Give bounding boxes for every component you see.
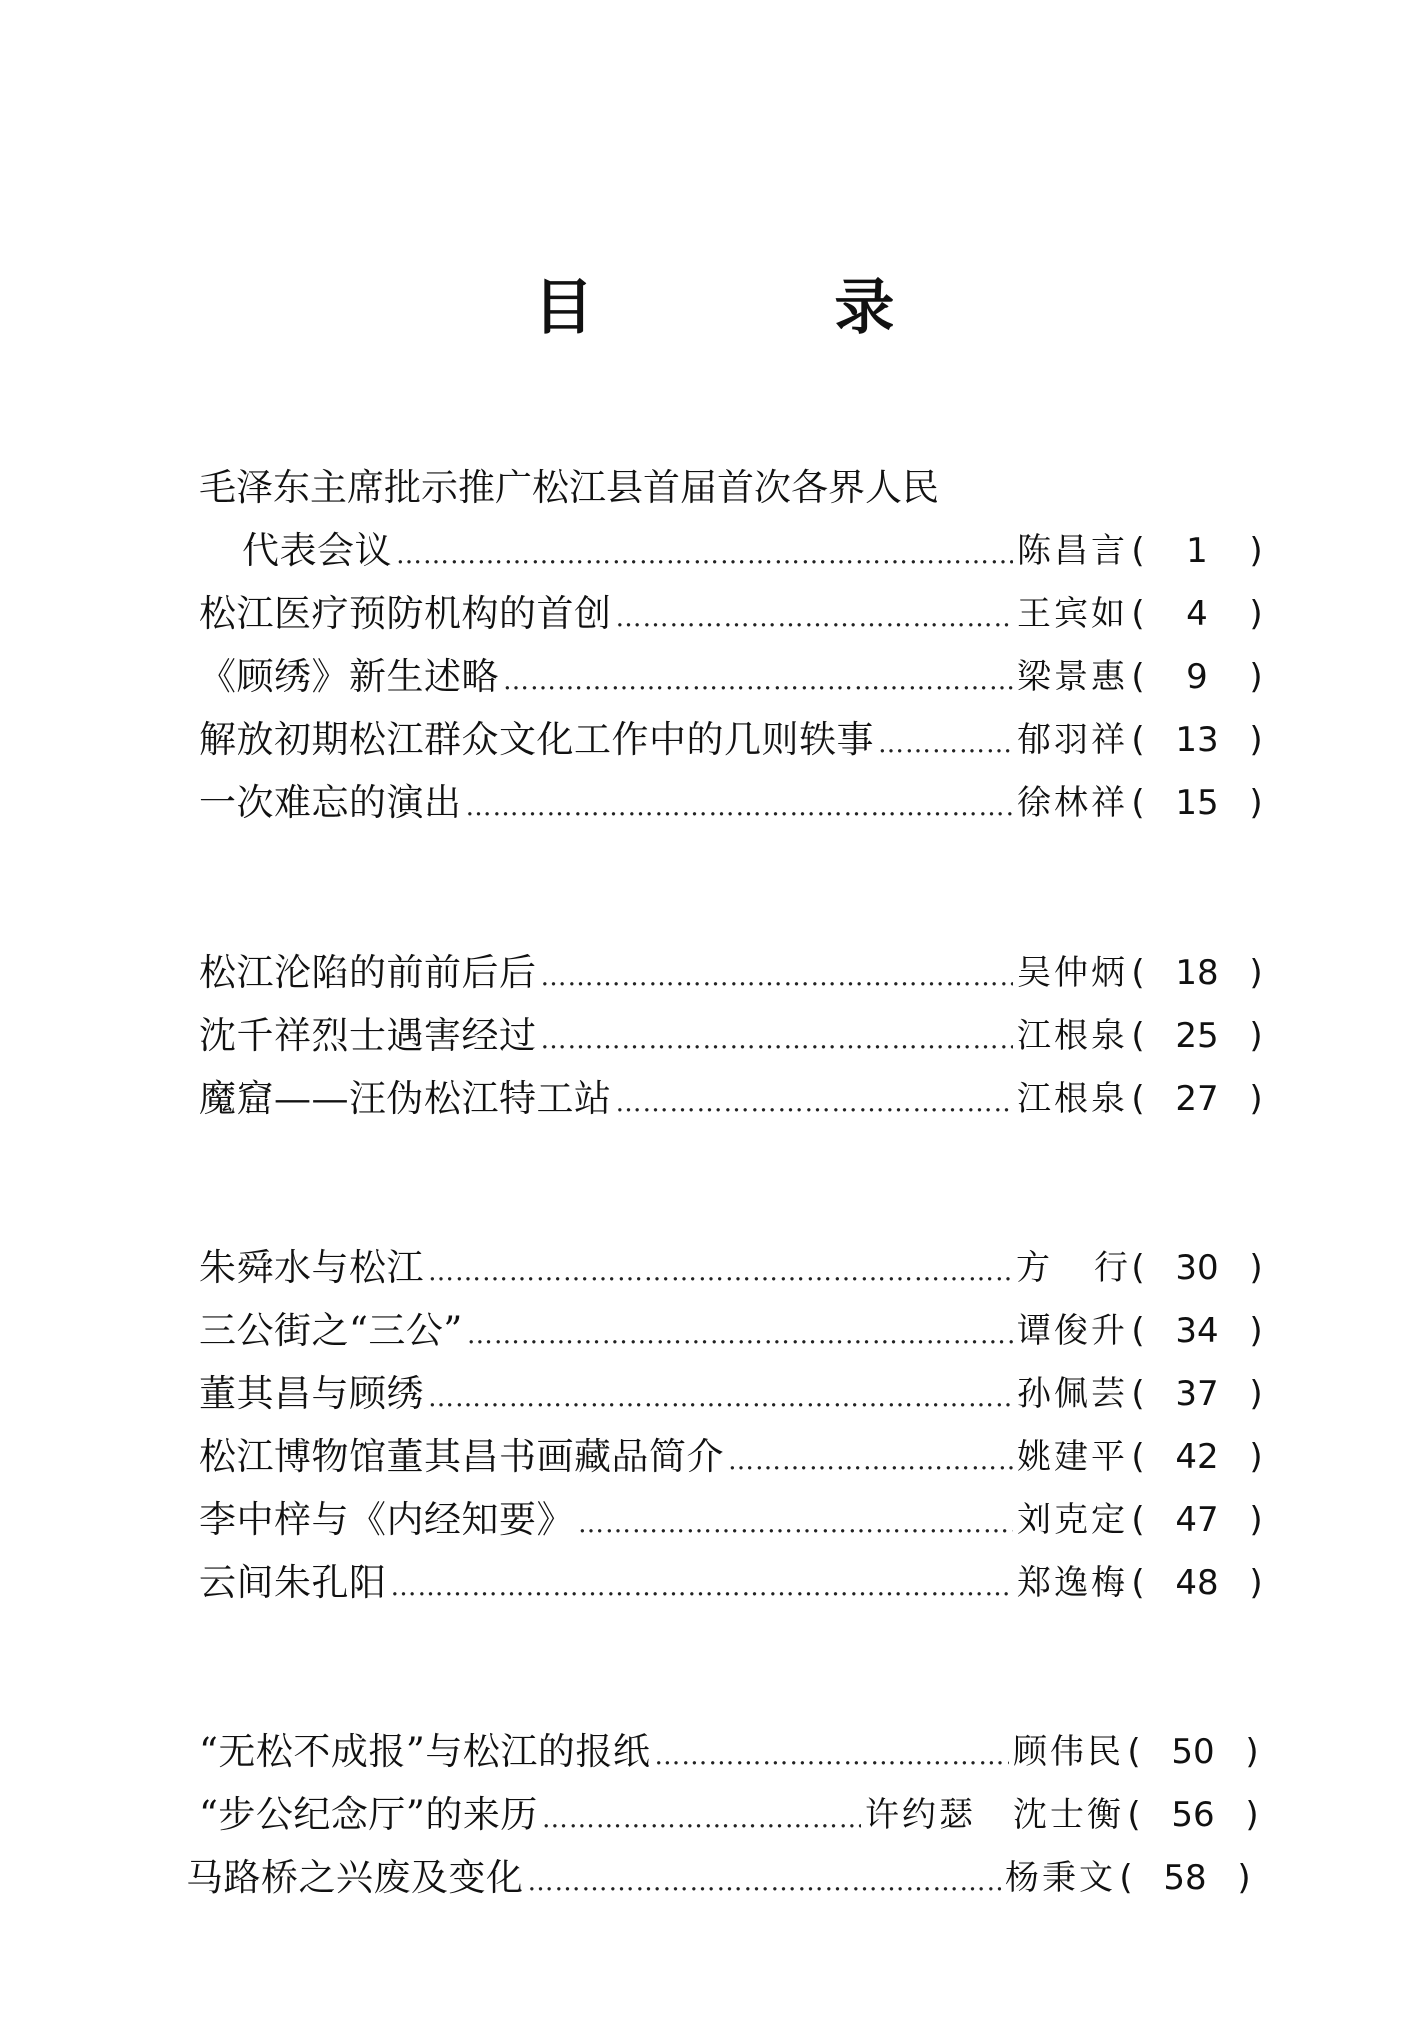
dot-leader	[728, 1431, 1013, 1491]
toc-entry-title: 沈千祥烈士遇害经过	[199, 1014, 537, 1057]
toc-entry-title: 朱舜水与松江	[199, 1246, 424, 1289]
toc-entry-author: 郑逸梅	[1017, 1563, 1128, 1603]
toc-entry-title: 云间朱孔阳	[199, 1561, 387, 1604]
toc-entry-author: 杨秉文	[1005, 1858, 1116, 1898]
toc-entry	[199, 710, 1266, 770]
page-number: 4	[1186, 594, 1208, 634]
page-number: 47	[1175, 1500, 1219, 1540]
toc-entry-title: “步公纪念厅”的来历	[199, 1793, 538, 1836]
toc-entry	[199, 1301, 1266, 1361]
toc-entry-author: 谭俊升	[1017, 1311, 1128, 1351]
toc-entry-title: 马路桥之兴废及变化	[186, 1856, 524, 1899]
page-number: 18	[1175, 953, 1219, 993]
toc-entry	[199, 584, 1266, 644]
dot-leader	[428, 1368, 1013, 1428]
page-number: 9	[1186, 657, 1208, 697]
dot-leader	[654, 1726, 1009, 1786]
toc-entry-author: 梁景惠	[1017, 657, 1128, 697]
toc-entry-author	[1016, 1238, 1128, 1298]
toc-entry-author: 江根泉	[1017, 1016, 1128, 1056]
toc-entry-author: 郁羽祥	[1017, 720, 1128, 760]
dot-leader	[391, 1557, 1014, 1617]
page-title: 目 录	[533, 273, 1005, 343]
toc-entry-page: ( 48 )	[1128, 1553, 1266, 1613]
toc-entry-page: ( 25 )	[1128, 1006, 1266, 1066]
toc-entry-page: ( 13 )	[1128, 710, 1266, 770]
toc-entry-title: 松江博物馆董其昌书画藏品简介	[199, 1435, 724, 1478]
toc-entry-title: 魔窟——汪伪松江特工站	[199, 1077, 612, 1120]
page-number: 42	[1175, 1437, 1219, 1477]
page-number: 50	[1171, 1732, 1215, 1772]
toc-entry	[199, 1069, 1266, 1129]
toc-entry	[199, 647, 1266, 707]
dot-leader	[528, 1852, 1002, 1912]
toc-entry-page: ( 30 )	[1128, 1238, 1266, 1298]
page-number: 56	[1171, 1795, 1215, 1835]
dot-leader	[467, 1305, 1013, 1365]
dot-leader	[616, 1073, 1014, 1133]
page-number: 37	[1175, 1374, 1219, 1414]
toc-entry-title: 解放初期松江群众文化工作中的几则轶事	[199, 718, 874, 761]
dot-leader	[466, 777, 1014, 837]
toc-entry-title: 松江沦陷的前前后后	[199, 951, 537, 994]
dot-leader	[578, 1494, 1013, 1554]
page-number: 34	[1175, 1311, 1219, 1351]
toc-entry-author: 吴仲炳	[1017, 953, 1128, 993]
toc-entry	[199, 1490, 1266, 1550]
toc-entry	[199, 1364, 1266, 1424]
toc-entry-author: 刘克定	[1017, 1500, 1128, 1540]
dot-leader	[542, 1789, 861, 1849]
toc-entry	[199, 1238, 1266, 1298]
toc-entry-page: ( 37 )	[1128, 1364, 1266, 1424]
toc-entry-author: 孙佩芸	[1017, 1374, 1128, 1414]
dot-leader	[503, 651, 1013, 711]
page-number: 15	[1175, 783, 1219, 823]
toc-entry-author: 许约瑟 沈士衡	[865, 1795, 1124, 1835]
toc-entry-page: ( 9 )	[1128, 647, 1266, 707]
page-number: 25	[1175, 1016, 1219, 1056]
toc-entry	[199, 1722, 1262, 1782]
toc-entry-page: ( 58 )	[1116, 1848, 1254, 1908]
toc-entry-author: 王宾如	[1017, 594, 1128, 634]
toc-entry-author: 江根泉	[1017, 1079, 1128, 1119]
toc-entry	[199, 1785, 1262, 1845]
toc-entry	[199, 1427, 1266, 1487]
toc-entry	[186, 1848, 1254, 1908]
page-number: 30	[1175, 1248, 1219, 1288]
toc-entry	[242, 521, 1266, 581]
page-number: 58	[1163, 1858, 1207, 1898]
dot-leader	[878, 714, 1013, 774]
toc-entry-page: ( 18 )	[1128, 943, 1266, 1003]
toc-entry	[199, 943, 1266, 1003]
toc-entry-title: 李中梓与《内经知要》	[199, 1498, 574, 1541]
toc-entry-page: ( 56 )	[1124, 1785, 1262, 1845]
toc-entry	[199, 773, 1266, 833]
page-number: 27	[1175, 1079, 1219, 1119]
toc-entry-page: ( 42 )	[1128, 1427, 1266, 1487]
toc-entry-title: 一次难忘的演出	[199, 781, 462, 824]
toc-entry-title: “无松不成报”与松江的报纸	[199, 1730, 651, 1773]
dot-leader	[541, 1010, 1014, 1070]
toc-entry-title: 《顾绣》新生述略	[199, 655, 499, 698]
author-given-name: 行	[1094, 1248, 1128, 1288]
toc-entry-author: 陈昌言	[1017, 531, 1128, 571]
page-number: 48	[1175, 1563, 1219, 1603]
toc-entry-page: ( 15 )	[1128, 773, 1266, 833]
toc-entry-page: ( 4 )	[1128, 584, 1266, 644]
toc-entry-page: ( 34 )	[1128, 1301, 1266, 1361]
toc-entry-author: 徐林祥	[1017, 783, 1128, 823]
author-surname: 方	[1016, 1248, 1050, 1288]
dot-leader	[616, 588, 1014, 648]
toc-entry-title-line1: 毛泽东主席批示推广松江县首届首次各界人民	[199, 466, 939, 509]
dot-leader	[428, 1242, 1012, 1302]
toc-entry	[199, 1006, 1266, 1066]
dot-leader	[541, 947, 1014, 1007]
toc-entry-page: ( 27 )	[1128, 1069, 1266, 1129]
toc-entry-title: 松江医疗预防机构的首创	[199, 592, 612, 635]
page-number: 13	[1175, 720, 1219, 760]
toc-entry-title: 代表会议	[242, 529, 392, 572]
toc-entry-title: 三公街之“三公”	[199, 1309, 463, 1352]
toc-entry-page: ( 47 )	[1128, 1490, 1266, 1550]
toc-entry-author: 顾伟民	[1013, 1732, 1124, 1772]
dot-leader	[396, 525, 1013, 585]
toc-entry-page: ( 50 )	[1124, 1722, 1262, 1782]
toc-entry	[199, 1553, 1266, 1613]
toc-entry-title: 董其昌与顾绣	[199, 1372, 424, 1415]
page-number: 1	[1186, 531, 1208, 571]
toc-entry-author: 姚建平	[1017, 1437, 1128, 1477]
toc-entry-page: ( 1 )	[1128, 521, 1266, 581]
